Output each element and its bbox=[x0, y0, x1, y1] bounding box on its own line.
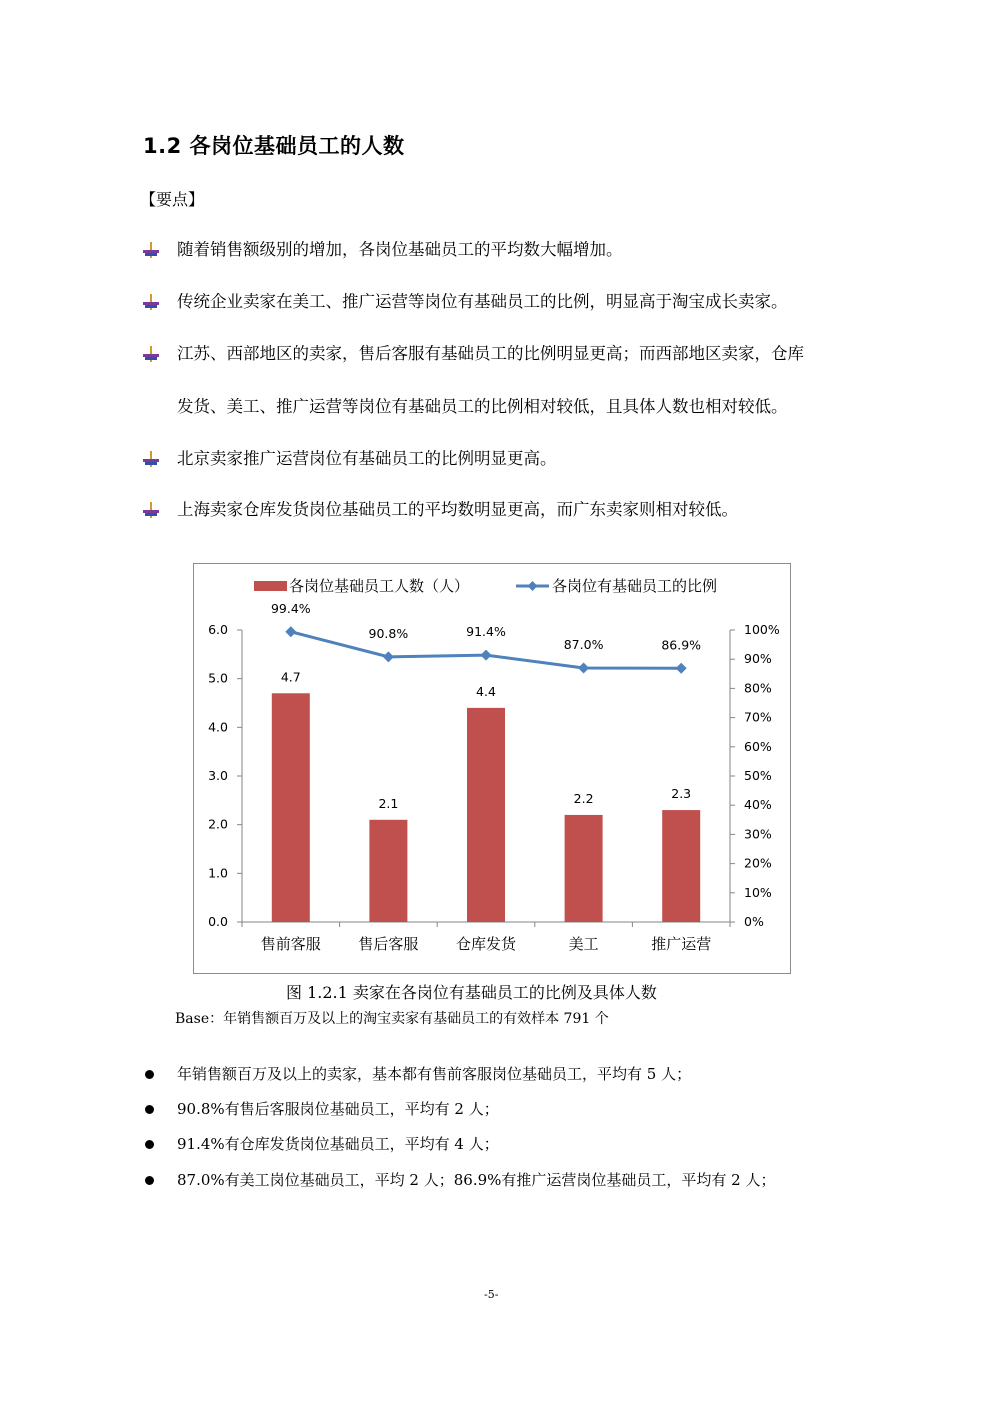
keypoint-text: 江苏、西部地区的卖家，售后客服有基础员工的比例明显更高；而西部地区卖家，仓库 bbox=[177, 344, 804, 363]
line-data-label: 86.9% bbox=[661, 637, 702, 653]
x-tick-label: 推广运营 bbox=[651, 935, 712, 953]
bullet-dot-icon bbox=[145, 1070, 154, 1079]
section-heading: 1.2 各岗位基础员工的人数 bbox=[143, 134, 405, 158]
bar-data-label: 2.3 bbox=[671, 786, 692, 802]
bar bbox=[467, 708, 505, 922]
page-number: -5- bbox=[484, 1288, 499, 1301]
arrow-marker-icon bbox=[142, 241, 160, 259]
x-tick-label: 仓库发货 bbox=[455, 935, 517, 953]
bar-data-label: 2.1 bbox=[378, 795, 399, 811]
arrow-marker-icon bbox=[142, 345, 160, 363]
keypoint-text: 传统企业卖家在美工、推广运营等岗位有基础员工的比例，明显高于淘宝成长卖家。 bbox=[177, 292, 788, 311]
arrow-marker-icon bbox=[142, 293, 160, 311]
bullet-text: 91.4%有仓库发货岗位基础员工，平均有 4 人； bbox=[177, 1135, 499, 1153]
chart-container bbox=[193, 563, 791, 974]
y-right-tick-label: 40% bbox=[744, 797, 772, 813]
bar bbox=[272, 693, 310, 922]
y-left-tick-label: 1.0 bbox=[208, 865, 228, 881]
legend-line-label: 各岗位有基础员工的比例 bbox=[552, 577, 718, 595]
y-right-tick-label: 90% bbox=[744, 651, 772, 667]
bullet-dot-icon bbox=[145, 1140, 154, 1149]
bar bbox=[662, 810, 700, 922]
line-data-label: 90.8% bbox=[368, 625, 409, 641]
line-data-label: 91.4% bbox=[466, 624, 506, 640]
bar bbox=[369, 820, 407, 922]
bullet-dot-icon bbox=[145, 1176, 154, 1185]
keypoint-text: 上海卖家仓库发货岗位基础员工的平均数明显更高，而广东卖家则相对较低。 bbox=[177, 500, 738, 519]
y-left-tick-label: 5.0 bbox=[208, 670, 228, 686]
line-marker bbox=[285, 626, 296, 637]
y-right-tick-label: 20% bbox=[744, 855, 772, 871]
keypoints-label: 【要点】 bbox=[140, 190, 205, 209]
arrow-marker-icon bbox=[142, 450, 160, 468]
bullet-text: 年销售额百万及以上的卖家，基本都有售前客服岗位基础员工，平均有 5 人； bbox=[177, 1065, 692, 1083]
x-tick-label: 售后客服 bbox=[358, 935, 419, 953]
keypoint-text: 发货、美工、推广运营等岗位有基础员工的比例相对较低，且具体人数也相对较低。 bbox=[177, 397, 788, 416]
y-right-tick-label: 100% bbox=[744, 622, 780, 637]
y-right-tick-label: 10% bbox=[744, 884, 772, 900]
legend-bar-swatch bbox=[254, 581, 287, 591]
keypoint-text: 北京卖家推广运营岗位有基础员工的比例明显更高。 bbox=[177, 449, 557, 468]
line-data-label: 87.0% bbox=[563, 636, 604, 652]
legend-line-marker bbox=[528, 581, 538, 591]
y-right-tick-label: 30% bbox=[744, 826, 772, 842]
y-right-tick-label: 0% bbox=[744, 914, 764, 929]
x-tick-label: 美工 bbox=[568, 935, 599, 953]
keypoint-text: 随着销售额级别的增加，各岗位基础员工的平均数大幅增加。 bbox=[177, 240, 623, 259]
y-left-tick-label: 2.0 bbox=[208, 816, 228, 832]
line-marker bbox=[578, 662, 589, 673]
y-left-tick-label: 3.0 bbox=[208, 768, 228, 783]
y-right-tick-label: 80% bbox=[744, 680, 772, 696]
x-tick-label: 售前客服 bbox=[260, 935, 321, 953]
bar-data-label: 4.7 bbox=[280, 669, 301, 685]
y-right-tick-label: 70% bbox=[744, 709, 772, 725]
arrow-marker-icon bbox=[142, 501, 160, 519]
combo-chart bbox=[194, 564, 790, 973]
bar-data-label: 4.4 bbox=[476, 683, 496, 699]
line-data-label: 99.4% bbox=[270, 600, 311, 616]
y-left-tick-label: 4.0 bbox=[208, 719, 228, 735]
figure-caption: 图 1.2.1 卖家在各岗位有基础员工的比例及具体人数 bbox=[286, 983, 657, 1002]
line-marker bbox=[676, 663, 687, 674]
line-marker bbox=[481, 650, 492, 661]
line-marker bbox=[383, 651, 394, 662]
y-right-tick-label: 60% bbox=[744, 738, 772, 754]
legend-bar-label: 各岗位基础员工人数（人） bbox=[289, 577, 470, 595]
y-left-tick-label: 0.0 bbox=[208, 914, 228, 929]
bar-data-label: 2.2 bbox=[573, 790, 594, 806]
y-left-tick-label: 6.0 bbox=[208, 622, 228, 637]
bullet-dot-icon bbox=[145, 1105, 154, 1114]
bullet-text: 87.0%有美工岗位基础员工，平均 2 人；86.9%有推广运营岗位基础员工，平均有 2 人； bbox=[177, 1171, 776, 1189]
bullet-text: 90.8%有售后客服岗位基础员工，平均有 2 人； bbox=[177, 1100, 499, 1118]
base-note: Base：年销售额百万及以上的淘宝卖家有基础员工的有效样本 791 个 bbox=[175, 1011, 609, 1027]
y-right-tick-label: 50% bbox=[744, 768, 772, 783]
bar bbox=[565, 815, 603, 922]
